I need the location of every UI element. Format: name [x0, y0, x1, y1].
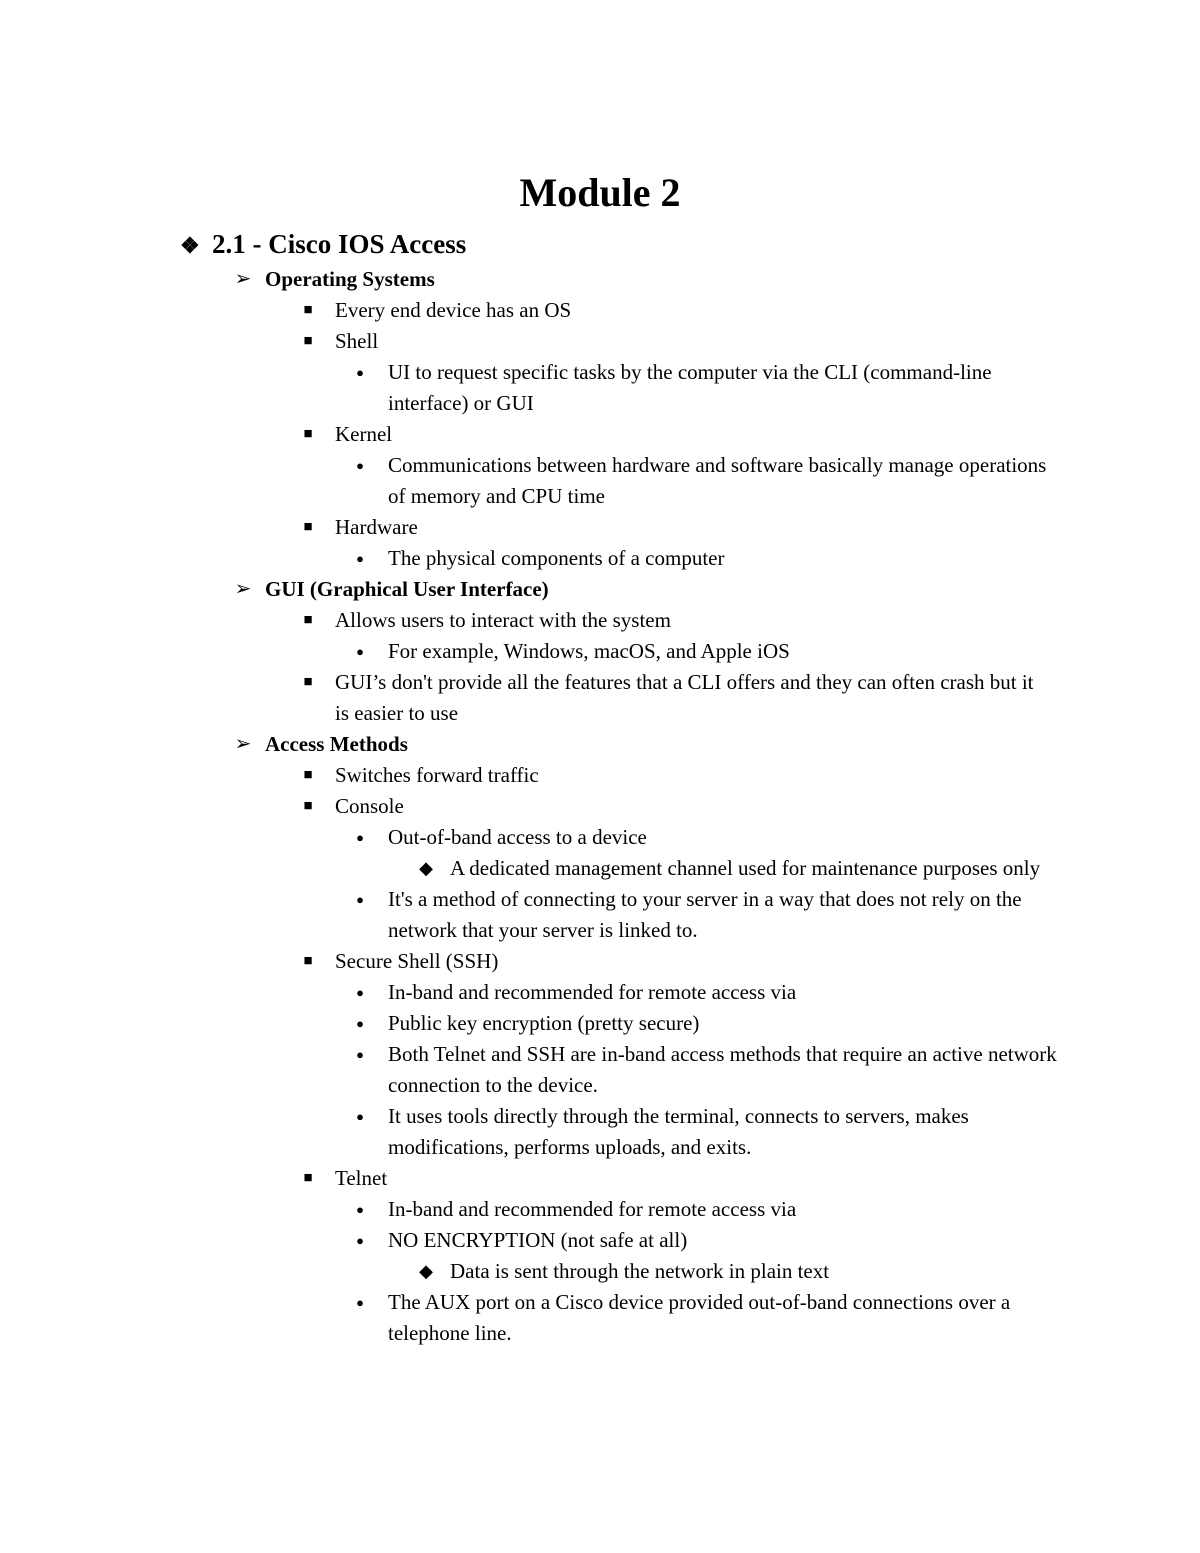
list-item	[0, 884, 1200, 946]
list-item	[0, 822, 1200, 853]
list-item-text: Secure Shell (SSH)	[335, 949, 499, 973]
dot-bullet-icon: ●	[356, 1016, 364, 1031]
dot-bullet-icon: ●	[356, 551, 364, 566]
list-item-text: Communications between hardware and software basically manage operations of memory and CPU time	[388, 453, 1047, 508]
list-item-text: The physical components of a computer	[388, 546, 725, 570]
list-item-text: Shell	[335, 329, 379, 353]
list-item-text: It uses tools directly through the terminal, connects to servers, makes modifications, performs uploads, and exits.	[388, 1104, 969, 1159]
list-item	[0, 1256, 1200, 1287]
dot-bullet-icon: ●	[356, 830, 364, 845]
diamond-star-icon: ❖	[180, 233, 200, 258]
square-bullet-icon: ■	[303, 302, 313, 318]
list-item-text: A dedicated management channel used for maintenance purposes only	[450, 856, 1041, 880]
page-title: Module 2	[519, 169, 681, 215]
list-item-text: The AUX port on a Cisco device provided out-of-band connections over a telephone line.	[388, 1290, 1011, 1345]
square-bullet-icon: ■	[303, 519, 313, 535]
square-bullet-icon: ■	[303, 767, 313, 783]
list-item	[0, 543, 1200, 574]
list-item	[0, 357, 1200, 419]
diamond-bullet-icon: ◆	[419, 858, 433, 878]
list-item	[0, 1225, 1200, 1256]
list-item	[0, 946, 1200, 977]
square-bullet-icon: ■	[303, 426, 313, 442]
dot-bullet-icon: ●	[356, 644, 364, 659]
list-item-text: Hardware	[335, 515, 418, 539]
list-item-text: For example, Windows, macOS, and Apple iOS	[388, 639, 790, 663]
dot-bullet-icon: ●	[356, 985, 364, 1000]
list-item-text: Out-of-band access to a device	[388, 825, 647, 849]
list-item-text: GUI (Graphical User Interface)	[265, 577, 549, 601]
dot-bullet-icon: ●	[356, 1233, 364, 1248]
list-item	[0, 1008, 1200, 1039]
diamond-bullet-icon: ◆	[419, 1261, 433, 1281]
list-item-text: UI to request specific tasks by the computer via the CLI (command-line interface) or GUI	[388, 360, 992, 415]
dot-bullet-icon: ●	[356, 458, 364, 473]
list-item-text: It's a method of connecting to your server in a way that does not rely on the network that your server is linked to.	[388, 887, 1022, 942]
dot-bullet-icon: ●	[356, 365, 364, 380]
list-item	[0, 512, 1200, 543]
outline-heading	[0, 264, 1200, 295]
dot-bullet-icon: ●	[356, 892, 364, 907]
dot-bullet-icon: ●	[356, 1295, 364, 1310]
list-item-text: Console	[335, 794, 404, 818]
list-item-text: In-band and recommended for remote access via	[388, 1197, 797, 1221]
list-item-text: Access Methods	[265, 732, 408, 756]
list-item	[0, 1287, 1200, 1349]
arrowhead-bullet-icon: ➢	[234, 733, 252, 755]
list-item	[0, 1039, 1200, 1101]
outline-list	[0, 264, 1200, 1349]
list-item-text: Data is sent through the network in plain text	[450, 1259, 830, 1283]
dot-bullet-icon: ●	[356, 1109, 364, 1124]
list-item	[0, 450, 1200, 512]
list-item	[0, 636, 1200, 667]
list-item	[0, 760, 1200, 791]
list-item	[0, 326, 1200, 357]
dot-bullet-icon: ●	[356, 1202, 364, 1217]
square-bullet-icon: ■	[303, 953, 313, 969]
list-item-text: Both Telnet and SSH are in-band access methods that require an active network connection to the device.	[388, 1042, 1057, 1097]
outline-heading	[0, 574, 1200, 605]
list-item-text: Kernel	[335, 422, 393, 446]
square-bullet-icon: ■	[303, 674, 313, 690]
list-item-text: Public key encryption (pretty secure)	[388, 1011, 700, 1035]
list-item	[0, 853, 1200, 884]
list-item-text: GUI’s don't provide all the features that a CLI offers and they can often crash but it is easier to use	[335, 670, 1034, 725]
list-item	[0, 1101, 1200, 1163]
square-bullet-icon: ■	[303, 612, 313, 628]
arrowhead-bullet-icon: ➢	[234, 268, 252, 290]
list-item	[0, 419, 1200, 450]
list-item	[0, 1194, 1200, 1225]
list-item	[0, 667, 1200, 729]
section-heading	[180, 226, 466, 264]
list-item	[0, 1163, 1200, 1194]
list-item-text: Operating Systems	[265, 267, 435, 291]
section-heading-text: 2.1 - Cisco IOS Access	[212, 229, 467, 259]
list-item	[0, 605, 1200, 636]
list-item-text: Allows users to interact with the system	[335, 608, 671, 632]
square-bullet-icon: ■	[303, 798, 313, 814]
list-item	[0, 295, 1200, 326]
list-item	[0, 791, 1200, 822]
dot-bullet-icon: ●	[356, 1047, 364, 1062]
list-item-text: Every end device has an OS	[335, 298, 572, 322]
square-bullet-icon: ■	[303, 333, 313, 349]
list-item-text: In-band and recommended for remote access via	[388, 980, 797, 1004]
list-item-text: NO ENCRYPTION (not safe at all)	[388, 1228, 688, 1252]
outline-heading	[0, 729, 1200, 760]
arrowhead-bullet-icon: ➢	[234, 578, 252, 600]
list-item	[0, 977, 1200, 1008]
list-item-text: Switches forward traffic	[335, 763, 539, 787]
square-bullet-icon: ■	[303, 1170, 313, 1186]
list-item-text: Telnet	[335, 1166, 388, 1190]
